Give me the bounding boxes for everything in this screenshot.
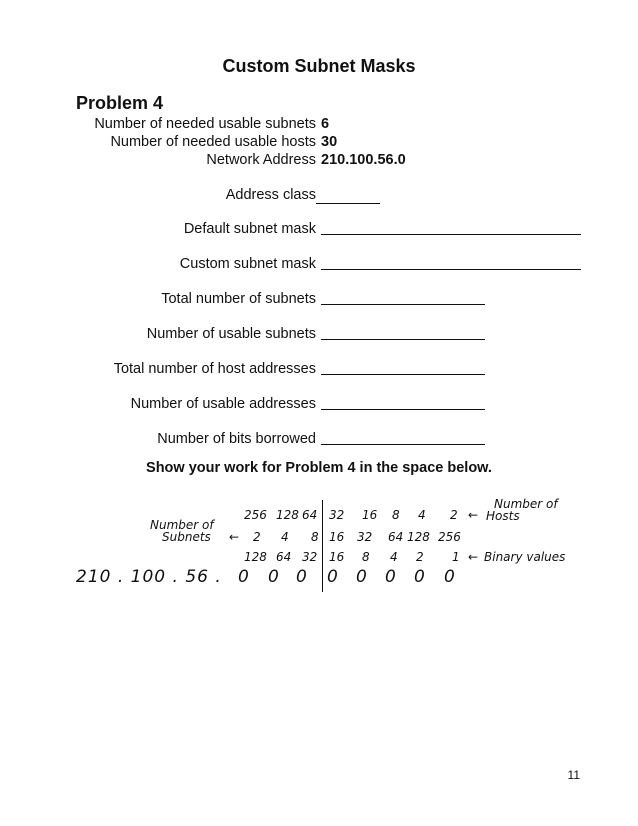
address-bit: 0 [385, 567, 397, 587]
custom-subnet-mask-blank[interactable] [321, 269, 581, 270]
subnets-value: 64 [388, 530, 404, 544]
address-prefix: 210 . 100 . 56 . [76, 567, 222, 587]
hosts-arrow-icon: ← [468, 508, 479, 522]
hosts-label-line2: Hosts [486, 509, 520, 523]
custom-subnet-mask-label: Custom subnet mask [179, 256, 316, 272]
instruction-text: Show your work for Problem 4 in the space below. [146, 460, 492, 476]
hosts-label-line1: Number of [494, 497, 558, 511]
binary-value: 1 [452, 550, 460, 564]
bits-borrowed-blank[interactable] [321, 444, 485, 445]
binary-value: 64 [276, 550, 292, 564]
subnets-value: 32 [357, 530, 373, 544]
address-class-label: Address class [225, 187, 316, 203]
network-address-value: 210.100.56.0 [321, 152, 406, 168]
needed-hosts-label: Number of needed usable hosts [110, 134, 316, 150]
subnets-value: 128 [407, 530, 430, 544]
total-subnets-blank[interactable] [321, 304, 485, 305]
address-bit: 0 [414, 567, 426, 587]
address-bit: 0 [444, 567, 456, 587]
subnets-value: 256 [438, 530, 461, 544]
address-bit: 0 [268, 567, 280, 587]
binary-value: 2 [416, 550, 424, 564]
usable-subnets-blank[interactable] [321, 339, 485, 340]
subnets-arrow-icon: ← [229, 530, 240, 544]
address-bit: 0 [238, 567, 250, 587]
binary-value: 16 [329, 550, 345, 564]
hosts-value: 8 [392, 508, 400, 522]
network-address-label: Network Address [206, 152, 316, 168]
usable-addresses-label: Number of usable addresses [130, 396, 316, 412]
subnets-value: 2 [253, 530, 261, 544]
total-host-addresses-label: Total number of host addresses [113, 361, 316, 377]
needed-hosts-value: 30 [321, 134, 338, 150]
total-host-addresses-blank[interactable] [321, 374, 485, 375]
subnets-label-line1: Number of [150, 518, 214, 532]
binary-value: 128 [244, 550, 267, 564]
bits-borrowed-label: Number of bits borrowed [157, 431, 316, 447]
needed-subnets-value: 6 [321, 116, 330, 132]
hosts-value: 4 [418, 508, 426, 522]
subnet-divider-line [322, 500, 323, 592]
subnets-value: 16 [329, 530, 345, 544]
page-title: Custom Subnet Masks [222, 56, 416, 76]
subnets-value: 4 [281, 530, 289, 544]
default-subnet-mask-blank[interactable] [321, 234, 581, 235]
binary-arrow-icon: ← [468, 550, 479, 564]
binary-value: 32 [302, 550, 318, 564]
address-bit: 0 [327, 567, 339, 587]
hosts-value: 64 [302, 508, 318, 522]
hosts-value: 256 [244, 508, 267, 522]
hosts-value: 128 [276, 508, 299, 522]
hosts-value: 32 [329, 508, 345, 522]
address-class-blank[interactable] [316, 203, 380, 204]
binary-values-label: Binary values [484, 550, 566, 564]
default-subnet-mask-label: Default subnet mask [183, 221, 316, 237]
needed-subnets-label: Number of needed usable subnets [94, 116, 316, 132]
total-subnets-label: Total number of subnets [161, 291, 316, 307]
usable-addresses-blank[interactable] [321, 409, 485, 410]
subnets-label-line2: Subnets [162, 530, 211, 544]
hosts-value: 2 [450, 508, 458, 522]
binary-value: 8 [362, 550, 370, 564]
subnets-value: 8 [311, 530, 319, 544]
address-bit: 0 [356, 567, 368, 587]
page-number: 11 [567, 768, 580, 782]
problem-heading: Problem 4 [76, 93, 164, 113]
hosts-value: 16 [362, 508, 378, 522]
usable-subnets-label: Number of usable subnets [146, 326, 316, 342]
address-bit: 0 [296, 567, 308, 587]
binary-value: 4 [390, 550, 398, 564]
